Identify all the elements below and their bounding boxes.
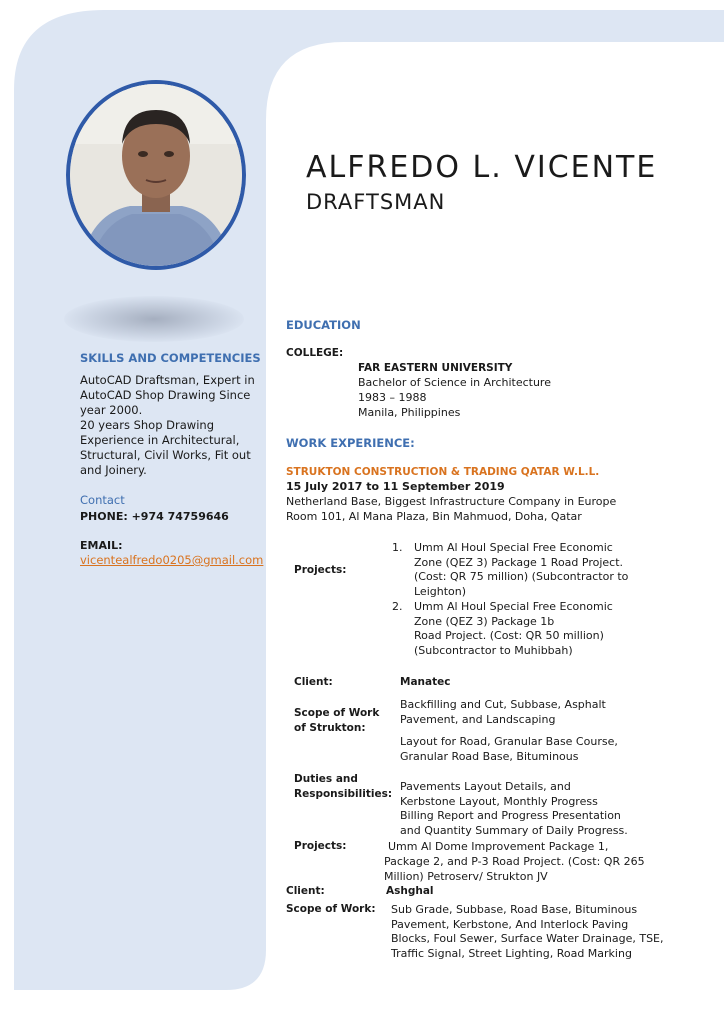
project-line: Umm Al Houl Special Free Economic	[414, 600, 613, 613]
project-line: Leighton)	[414, 584, 467, 598]
project-item	[414, 541, 654, 599]
project-line: Zone (QEZ 3) Package 1b	[414, 614, 555, 628]
skills-heading: SKILLS AND COMPETENCIES	[80, 351, 261, 365]
duties-line: and Quantity Summary of Daily Progress.	[400, 823, 628, 837]
company-address: Room 101, Al Mana Plaza, Bin Mahmuod, Doha, Qatar	[286, 510, 582, 523]
project-item	[414, 600, 654, 658]
scope-label-line: of Strukton:	[294, 722, 366, 734]
degree: Bachelor of Science in Architecture	[358, 376, 551, 389]
employment-dates: 15 July 2017 to 11 September 2019	[286, 480, 505, 493]
projects-label: Projects:	[294, 840, 347, 852]
college-label: COLLEGE:	[286, 347, 344, 359]
skills-line: and Joinery.	[80, 463, 147, 477]
job-title: DRAFTSMAN	[306, 190, 446, 214]
project-line: Umm Al Dome Improvement Package 1,	[388, 840, 609, 853]
scope-line: Pavement, Kerbstone, And Interlock Paving	[391, 917, 629, 931]
email-label: EMAIL:	[80, 539, 123, 552]
avatar	[66, 80, 246, 270]
scope-line: Granular Road Base, Bituminous	[400, 749, 579, 763]
scope-text	[391, 903, 664, 961]
duties-line: Kerbstone Layout, Monthly Progress	[400, 794, 598, 808]
scope-text	[400, 698, 606, 727]
duties-line: Billing Report and Progress Presentation	[400, 809, 621, 822]
duties-label-line: Duties and	[294, 773, 358, 785]
scope-line: Pavement, and Landscaping	[400, 712, 556, 726]
project-line: Umm Al Houl Special Free Economic	[414, 541, 613, 554]
duties-text	[400, 780, 628, 838]
scope-line: Backfilling and Cut, Subbase, Asphalt	[400, 698, 606, 711]
work-heading: WORK EXPERIENCE:	[286, 436, 415, 450]
company-description: Netherland Base, Biggest Infrastructure Company in Europe	[286, 495, 617, 508]
skills-line: Structural, Civil Works, Fit out	[80, 448, 251, 462]
company-name: STRUKTON CONSTRUCTION & TRADING QATAR W.L.L.	[286, 466, 600, 478]
scope-label-line: Scope of Work	[294, 707, 380, 719]
school-name: FAR EASTERN UNIVERSITY	[358, 362, 513, 374]
skills-line: 20 years Shop Drawing	[80, 418, 214, 432]
email-link[interactable]: vicentealfredo0205@gmail.com	[80, 553, 264, 567]
scope-text	[400, 735, 618, 764]
skills-line: AutoCAD Draftsman, Expert in	[80, 373, 255, 387]
duties-line: Pavements Layout Details, and	[400, 780, 571, 793]
skills-text	[80, 373, 270, 478]
skills-line: AutoCAD Shop Drawing Since	[80, 388, 251, 402]
skills-line: Experience in Architectural,	[80, 433, 240, 447]
education-years: 1983 – 1988	[358, 391, 427, 404]
project-line: (Subcontractor to Muhibbah)	[414, 643, 573, 657]
project-line: Road Project. (Cost: QR 50 million)	[414, 629, 604, 642]
project-line: (Cost: QR 75 million) (Subcontractor to	[414, 570, 629, 583]
contact-heading: Contact	[80, 493, 125, 507]
phone-number: PHONE: +974 74759646	[80, 510, 229, 523]
scope-label	[294, 706, 379, 736]
skills-line: year 2000.	[80, 403, 143, 417]
project-line: Million) Petroserv/ Strukton JV	[384, 870, 548, 883]
duties-label	[294, 772, 392, 802]
project-line: Zone (QEZ 3) Package 1 Road Project.	[414, 555, 624, 569]
candidate-name: ALFREDO L. VICENTE	[306, 150, 658, 185]
scope-line: Traffic Signal, Street Lighting, Road Marking	[391, 946, 632, 960]
client-value: Manatec	[400, 676, 451, 688]
avatar-shadow	[64, 296, 244, 342]
client-label: Client:	[294, 676, 333, 688]
scope-line: Blocks, Foul Sewer, Surface Water Drainage, TSE,	[391, 932, 664, 945]
client-label: Client:	[286, 885, 325, 897]
portrait-photo	[70, 84, 242, 266]
project-number: 2.	[392, 600, 403, 613]
duties-label-line: Responsibilities:	[294, 788, 393, 800]
client-value: Ashghal	[386, 885, 434, 897]
scope-line: Sub Grade, Subbase, Road Base, Bituminous	[391, 903, 638, 916]
project-number: 1.	[392, 541, 403, 554]
education-location: Manila, Philippines	[358, 406, 461, 419]
scope-label: Scope of Work:	[286, 903, 376, 915]
scope-line: Layout for Road, Granular Base Course,	[400, 735, 618, 748]
education-heading: EDUCATION	[286, 318, 361, 332]
project-line: Package 2, and P-3 Road Project. (Cost: QR 265	[384, 855, 645, 868]
projects-label: Projects:	[294, 564, 347, 576]
